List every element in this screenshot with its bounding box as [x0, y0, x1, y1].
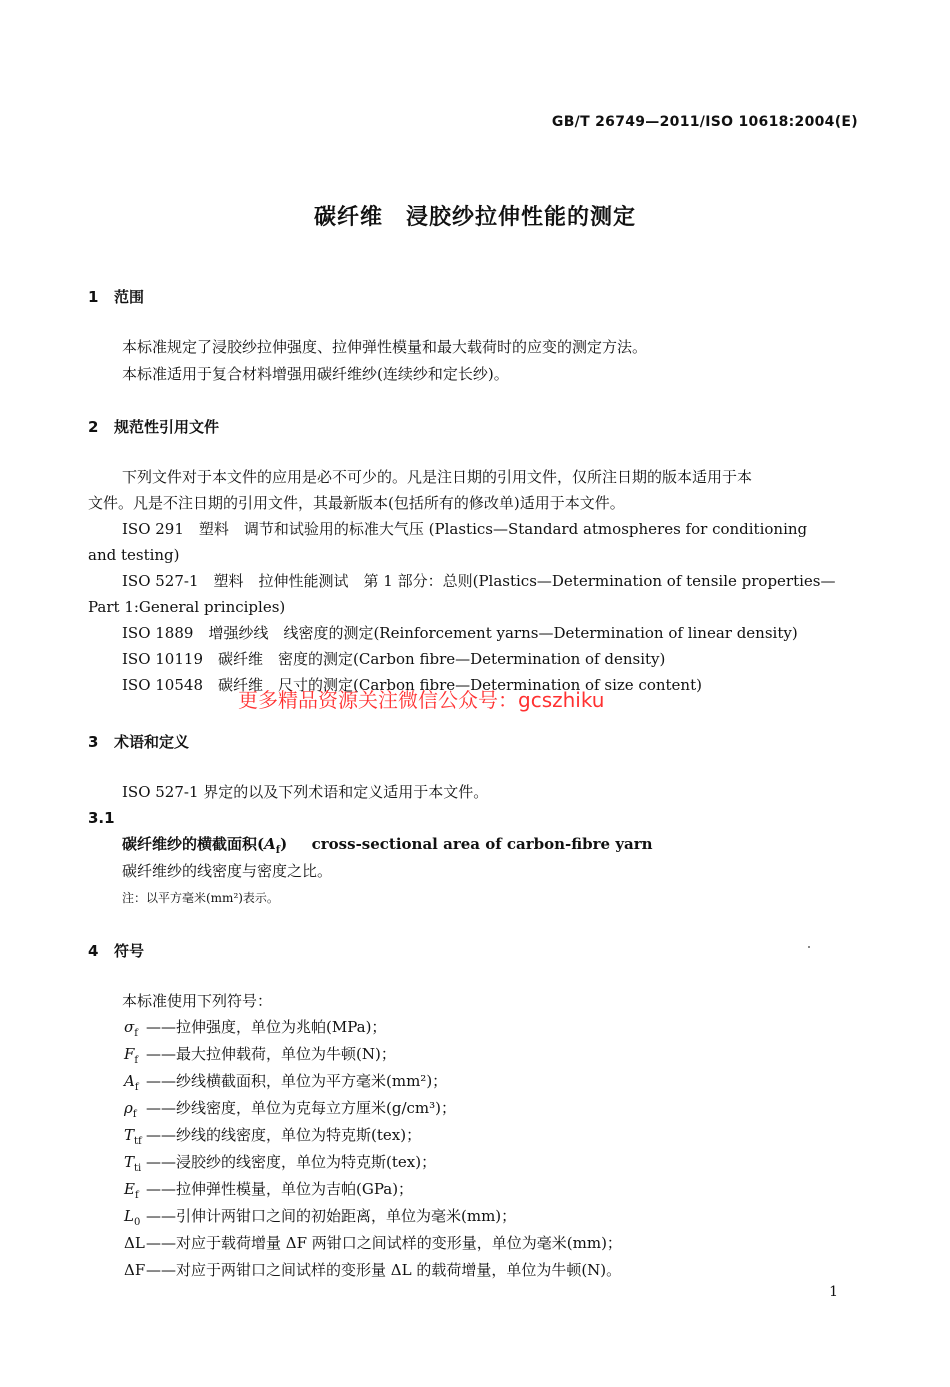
term-close: ) — [280, 835, 288, 853]
symbol-description: ——引伸计两钳口之间的初始距离，单位为毫米(mm)； — [146, 1207, 517, 1225]
symbol: ΔF — [124, 1261, 146, 1279]
symbol-description: ——最大拉伸载荷，单位为牛顿(N)； — [146, 1045, 396, 1063]
section-title: 规范性引用文件 — [114, 418, 220, 436]
symbol: $T_{ti}$ — [124, 1153, 142, 1174]
symbol-row — [124, 1152, 436, 1179]
term-subscript: f — [275, 845, 281, 856]
term-entry — [122, 834, 653, 861]
term-symbol: A — [264, 835, 276, 853]
section-4-heading — [88, 940, 144, 961]
symbol-row — [124, 1071, 447, 1098]
document-title: 碳纤维 浸胶纱拉伸性能的测定 — [313, 205, 636, 230]
paragraph: 本标准规定了浸胶纱拉伸强度、拉伸弹性模量和最大载荷时的应变的测定方法。 — [122, 338, 648, 356]
reference-item: ISO 10548 碳纤维 尺寸的测定(Carbon fibre—Determination of size content) — [122, 676, 702, 694]
term-definition: 碳纤维纱的线密度与密度之比。 — [122, 862, 333, 880]
symbol: ΔL — [124, 1234, 145, 1252]
symbol-row — [124, 1044, 396, 1071]
symbol-row — [124, 1206, 516, 1233]
term-chinese: 碳纤维纱的横截面积( — [122, 835, 265, 853]
symbol-description: ——纱线横截面积，单位为平方毫米(mm²)； — [146, 1072, 448, 1090]
section-number: 3 — [88, 733, 99, 751]
section-title: 符号 — [114, 942, 145, 960]
section-2-heading — [88, 416, 219, 437]
stray-dot — [808, 946, 810, 948]
symbol: $L_0$ — [124, 1207, 141, 1228]
symbol: $\rho_f$ — [124, 1099, 137, 1120]
symbol: $A_f$ — [124, 1072, 139, 1093]
term-note: 注：以平方毫米(mm²)表示。 — [122, 891, 279, 905]
section-number: 2 — [88, 418, 99, 436]
standard-number: GB/T 26749—2011/ISO 10618:2004(E) — [551, 114, 858, 130]
section-number: 4 — [88, 942, 99, 960]
reference-item: ISO 10119 碳纤维 密度的测定(Carbon fibre—Determination of density) — [122, 650, 666, 668]
symbol-description: ——拉伸弹性模量，单位为吉帕(GPa)； — [146, 1180, 414, 1198]
paragraph: 本标准使用下列符号： — [122, 992, 273, 1010]
page-number: 1 — [829, 1284, 838, 1300]
symbol-description: ——对应于载荷增量 ΔF 两钳口之间试样的变形量，单位为毫米(mm)； — [146, 1234, 622, 1252]
symbol-row — [124, 1098, 456, 1125]
symbol: $\sigma_f$ — [124, 1018, 138, 1039]
section-title: 术语和定义 — [114, 733, 190, 751]
symbol-description: ——浸胶纱的线密度，单位为特克斯(tex)； — [146, 1153, 437, 1171]
symbol: $T_{tf}$ — [124, 1126, 142, 1147]
term-english: cross-sectional area of carbon-fibre yarn — [311, 835, 653, 853]
section-3-heading — [88, 731, 189, 752]
subsection-number: 3.1 — [88, 809, 115, 827]
reference-item-continued: Part 1:General principles) — [88, 598, 286, 616]
section-title: 范围 — [114, 288, 145, 306]
paragraph: ISO 527-1 界定的以及下列术语和定义适用于本文件。 — [122, 783, 489, 801]
symbol-row — [124, 1179, 413, 1206]
symbol-row — [124, 1233, 622, 1260]
symbol-description: ——纱线密度，单位为克每立方厘米(g/cm³)； — [146, 1099, 456, 1117]
symbol-row — [124, 1260, 621, 1287]
reference-item: ISO 1889 增强纱线 线密度的测定(Reinforcement yarns—Determination of linear density) — [122, 624, 798, 642]
section-number: 1 — [88, 288, 99, 306]
paragraph: 文件。凡是不注日期的引用文件，其最新版本(包括所有的修改单)适用于本文件。 — [88, 494, 625, 512]
symbol-description: ——拉伸强度，单位为兆帕(MPa)； — [146, 1018, 387, 1036]
symbol-description: ——纱线的线密度，单位为特克斯(tex)； — [146, 1126, 422, 1144]
section-1-heading — [88, 286, 144, 307]
watermark-text: 更多精品资源关注微信公众号：gcszhiku — [238, 688, 605, 712]
reference-item-continued: and testing) — [88, 546, 180, 564]
symbol: $F_f$ — [124, 1045, 139, 1066]
reference-item: ISO 527-1 塑料 拉伸性能测试 第 1 部分：总则(Plastics—Determination of tensile properties— — [122, 572, 836, 590]
paragraph: 下列文件对于本文件的应用是必不可少的。凡是注日期的引用文件，仅所注日期的版本适用于本 — [122, 468, 753, 486]
symbol: $E_f$ — [124, 1180, 139, 1201]
paragraph: 本标准适用于复合材料增强用碳纤维纱(连续纱和定长纱)。 — [122, 365, 509, 383]
symbol-row — [124, 1017, 386, 1044]
symbol-description: ——对应于两钳口之间试样的变形量 ΔL 的载荷增量，单位为牛顿(N)。 — [146, 1261, 622, 1279]
reference-item: ISO 291 塑料 调节和试验用的标准大气压 (Plastics—Standard atmospheres for conditioning — [122, 520, 808, 538]
symbol-row — [124, 1125, 421, 1152]
